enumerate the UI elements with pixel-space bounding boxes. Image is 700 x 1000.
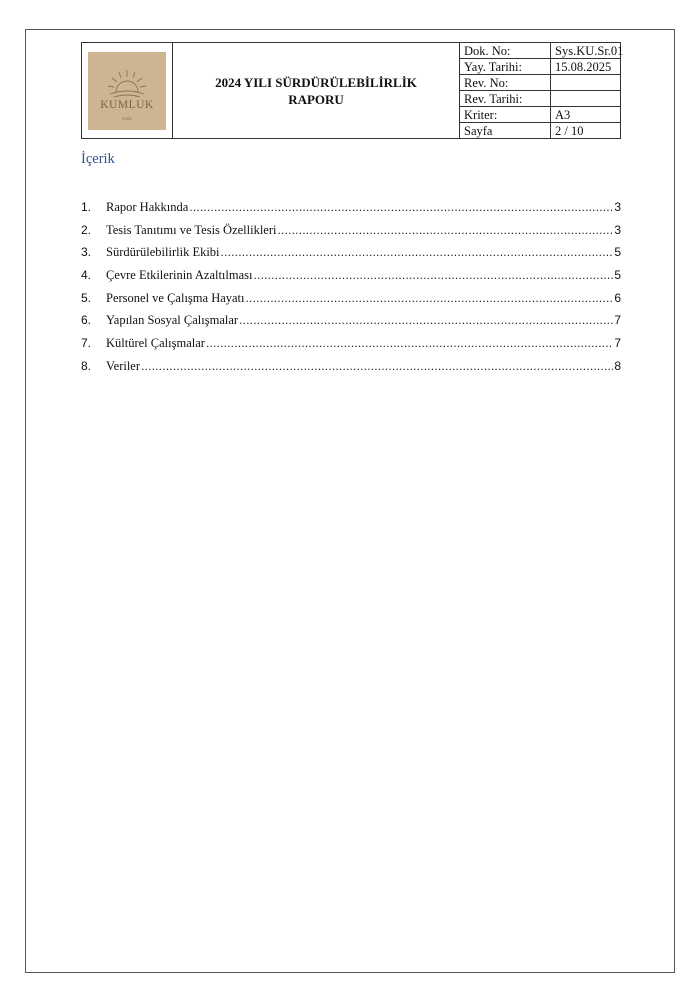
toc-item-number: 3. <box>81 245 92 260</box>
meta-value: 2 / 10 <box>551 123 621 139</box>
document-title <box>173 43 460 139</box>
toc-item-label[interactable]: Veriler <box>106 358 141 373</box>
toc-leader-dots <box>278 221 614 239</box>
toc-leader-dots <box>206 334 613 352</box>
meta-label: Kriter: <box>460 107 551 123</box>
toc-item-page[interactable]: 3 <box>614 200 621 214</box>
toc-item-page[interactable]: 5 <box>614 268 621 283</box>
toc-item-personel[interactable] <box>81 289 621 312</box>
toc-item-cevre-etkileri[interactable] <box>81 266 621 289</box>
toc-item-number: 6. <box>81 313 92 328</box>
logo-brand-text: KUMLUK <box>100 98 154 111</box>
toc-item-tesis-tanitimi[interactable] <box>81 221 621 244</box>
toc-item-page[interactable]: 5 <box>614 245 621 260</box>
toc-item-number: 8. <box>81 358 92 373</box>
toc-leader-dots <box>246 289 614 307</box>
meta-value <box>551 75 621 91</box>
toc-item-kulturel-calismalar[interactable] <box>81 334 621 357</box>
toc-item-label[interactable]: Sürdürülebilirlik Ekibi <box>106 245 220 260</box>
meta-label: Rev. No: <box>460 75 551 91</box>
meta-value: Sys.KU.Sr.01 <box>551 43 621 59</box>
toc-leader-dots <box>254 266 614 284</box>
meta-label: Yay. Tarihi: <box>460 59 551 75</box>
document-title-line-2: RAPORU <box>288 91 344 107</box>
toc-item-page[interactable]: 8 <box>614 358 621 373</box>
meta-label: Dok. No: <box>460 43 551 59</box>
toc-item-number: 5. <box>81 290 92 305</box>
document-title-line-1: 2024 YILI SÜRDÜRÜLEBİLİRLİK <box>215 74 417 90</box>
toc-leader-dots <box>189 198 613 216</box>
toc-item-page[interactable]: 3 <box>614 222 621 237</box>
toc-item-number: 2. <box>81 222 92 237</box>
toc-item-number: 1. <box>81 200 92 214</box>
logo-cell <box>82 43 173 139</box>
meta-value <box>551 91 621 107</box>
toc-leader-dots <box>221 243 614 261</box>
toc-item-label[interactable]: Rapor Hakkında <box>106 200 189 214</box>
toc-item-page[interactable]: 7 <box>614 313 621 328</box>
toc-item-surdurulebilirlik-ekibi[interactable] <box>81 243 621 266</box>
logo-sub-text: OTEL <box>121 115 133 121</box>
toc-item-number: 4. <box>81 268 92 283</box>
toc-item-rapor-hakkinda[interactable] <box>81 198 621 221</box>
toc-item-label[interactable]: Tesis Tanıtımı ve Tesis Özellikleri <box>106 222 277 237</box>
meta-label: Rev. Tarihi: <box>460 91 551 107</box>
page-frame <box>25 29 675 973</box>
toc-item-page[interactable]: 7 <box>614 336 621 351</box>
toc-item-sosyal-calismalar[interactable] <box>81 311 621 334</box>
toc-item-number: 7. <box>81 336 92 351</box>
company-logo <box>88 52 166 130</box>
toc-item-label[interactable]: Yapılan Sosyal Çalışmalar <box>106 313 239 328</box>
toc-item-label[interactable]: Çevre Etkilerinin Azaltılması <box>106 268 253 283</box>
toc-item-label[interactable]: Kültürel Çalışmalar <box>106 336 205 351</box>
toc-leader-dots <box>239 311 613 329</box>
meta-value: 15.08.2025 <box>551 59 621 75</box>
toc-item-veriler[interactable] <box>81 357 621 380</box>
toc-item-page[interactable]: 6 <box>614 290 621 305</box>
meta-value: A3 <box>551 107 621 123</box>
toc-item-label[interactable]: Personel ve Çalışma Hayatı <box>106 290 245 305</box>
toc-leader-dots <box>141 357 613 375</box>
toc-heading: İçerik <box>81 151 115 167</box>
document-header-table <box>81 42 624 139</box>
meta-label: Sayfa <box>460 123 551 139</box>
table-of-contents <box>81 198 621 380</box>
